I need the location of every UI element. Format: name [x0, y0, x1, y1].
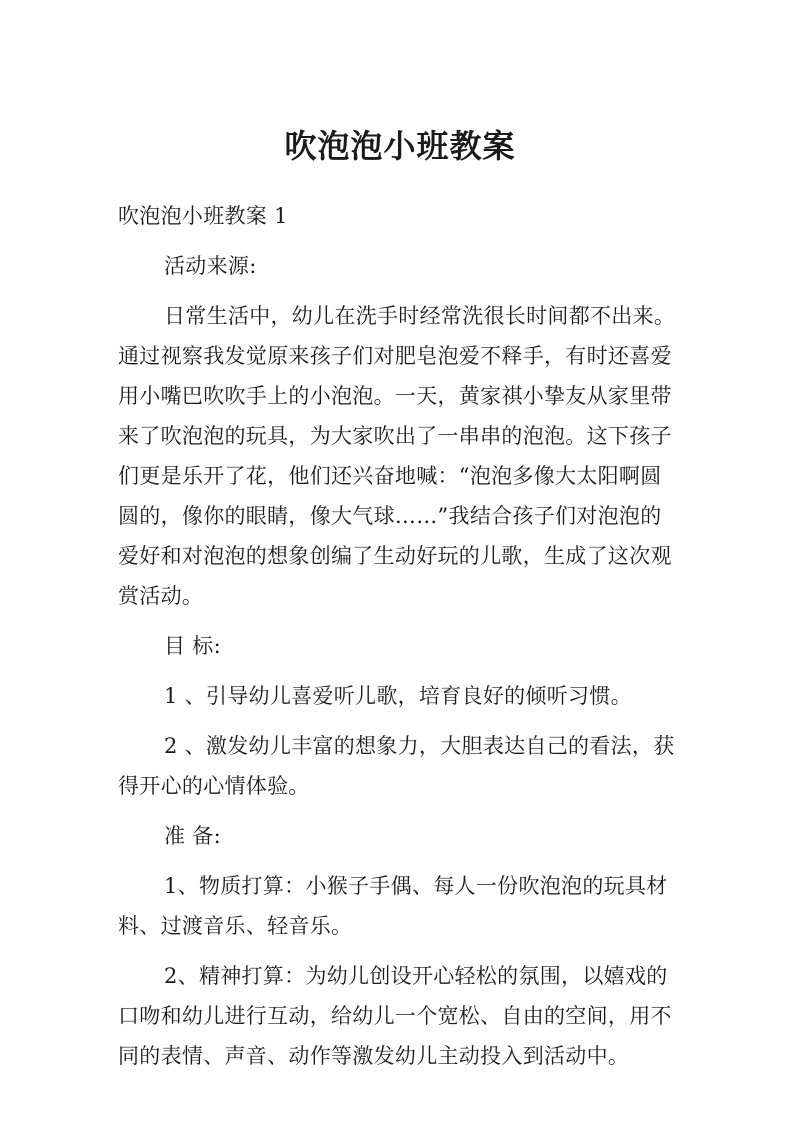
paragraph-line: 得开心的心情体验。: [118, 774, 310, 798]
paragraph-line: 们更是乐开了花，他们还兴奋地喊：“泡泡多像大太阳啊圆: [118, 464, 662, 488]
prep-item-2: [118, 956, 688, 1076]
paragraph-line: 日常生活中，幼儿在洗手时经常洗很长时间都不出来。: [164, 304, 676, 328]
paragraph-line: 圆的，像你的眼睛，像大气球……”我结合孩子们对泡泡的: [118, 504, 662, 528]
source-paragraph: [118, 296, 688, 616]
source-heading: 活动来源:: [164, 254, 257, 278]
goal-item-2: [118, 726, 688, 806]
paragraph-line: 2 、激发幼儿丰富的想象力，大胆表达自己的看法，获: [164, 734, 675, 758]
paragraph-line: 1、物质打算：小猴子手偶、每人一份吹泡泡的玩具材: [164, 874, 668, 898]
paragraph-line: 爱好和对泡泡的想象创编了生动好玩的儿歌，生成了这次观: [118, 544, 672, 568]
paragraph-line: 用小嘴巴吹吹手上的小泡泡。一天，黄家祺小挚友从家里带: [118, 384, 672, 408]
paragraph-line: 口吻和幼儿进行互动，给幼儿一个宽松、自由的空间，用不: [118, 1004, 672, 1028]
document-body: [118, 196, 688, 1076]
document-title: 吹泡泡小班教案: [284, 127, 516, 165]
paragraph-line: 赏活动。: [118, 584, 204, 608]
paragraph-line: 同的表情、声音、动作等激发幼儿主动投入到活动中。: [118, 1044, 630, 1068]
prep-item-1: [118, 866, 688, 946]
paragraph-line: 2、精神打算：为幼儿创设开心轻松的氛围，以嬉戏的: [164, 964, 668, 988]
goal-item-1: 1 、引导幼儿喜爱听儿歌，培育良好的倾听习惯。: [164, 684, 632, 708]
paragraph-line: 料、过渡音乐、轻音乐。: [118, 914, 353, 938]
prep-heading: 准 备:: [164, 824, 221, 848]
lesson-subtitle: 吹泡泡小班教案 1: [118, 204, 288, 228]
paragraph-line: 通过视察我发觉原来孩子们对肥皂泡爱不释手，有时还喜爱: [118, 344, 672, 368]
paragraph-line: 来了吹泡泡的玩具，为大家吹出了一串串的泡泡。这下孩子: [118, 424, 672, 448]
goals-heading: 目 标:: [164, 634, 221, 658]
